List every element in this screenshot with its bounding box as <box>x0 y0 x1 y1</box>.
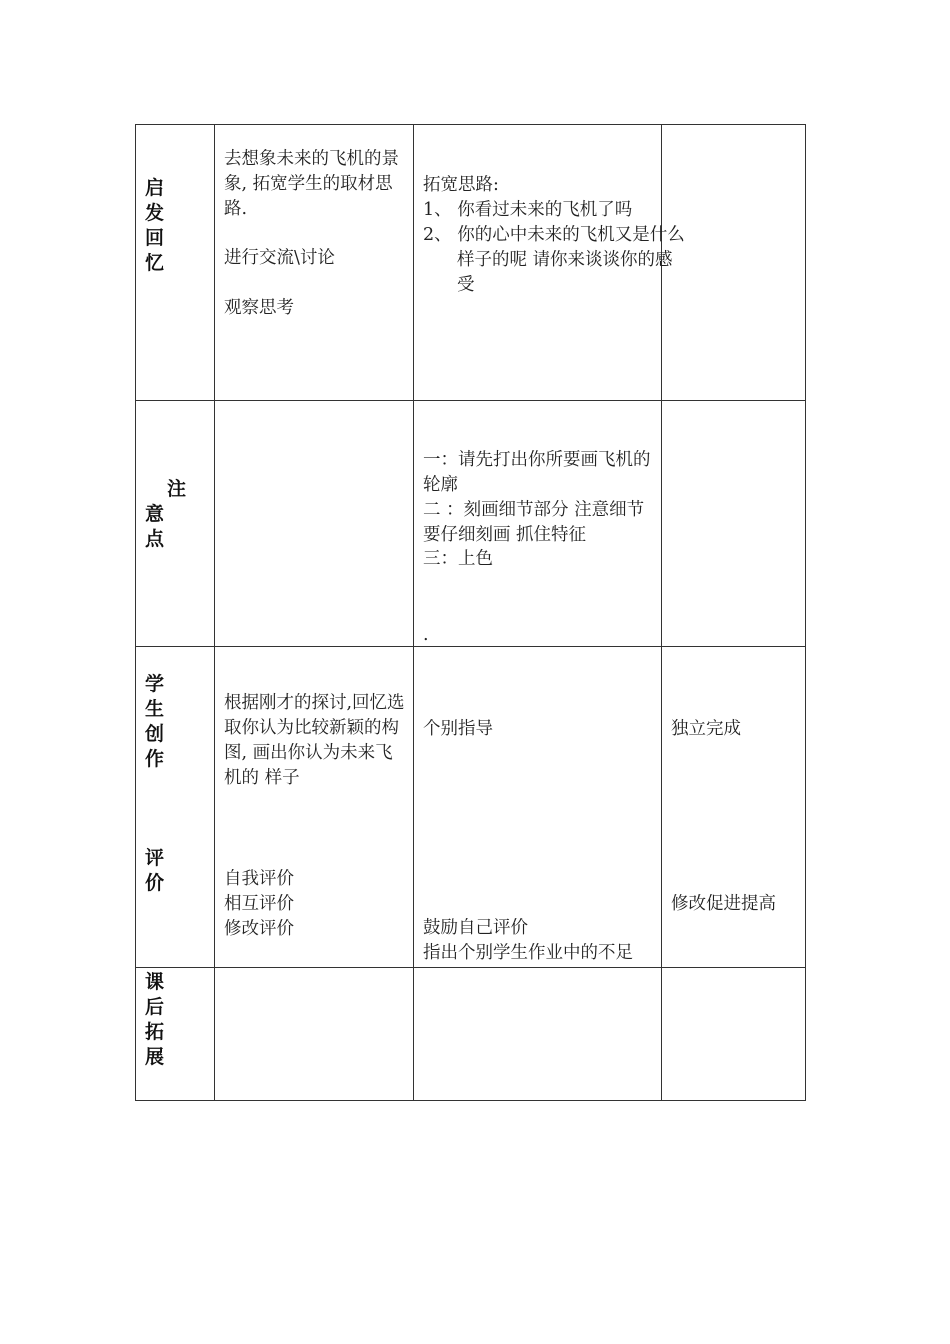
purpose-text: 独立完成 <box>671 719 741 739</box>
stage-char: 点 <box>145 528 165 550</box>
student-activity-cell <box>215 647 414 968</box>
table-row <box>136 125 806 401</box>
table-row <box>136 647 806 968</box>
student-activity-text: 去想象未来的飞机的景象, 拓宽学生的取材思路. <box>224 149 399 219</box>
teacher-eval-item: 鼓励自己评价 <box>423 918 528 938</box>
teacher-activity-cell <box>414 401 662 647</box>
teacher-guide: 个别指导 <box>423 719 493 739</box>
teacher-step: 一：请先打出你所要画飞机的轮廓 <box>423 450 651 495</box>
student-activity-text: 观察思考 <box>224 298 294 318</box>
student-eval-item: 自我评价 <box>224 869 294 889</box>
student-eval-item: 修改评价 <box>224 919 294 939</box>
purpose-cell <box>662 647 806 968</box>
stage-cell <box>136 401 215 647</box>
teacher-heading: 拓宽思路: <box>423 175 499 195</box>
stage-label <box>145 176 164 276</box>
teacher-eval-list <box>423 916 661 966</box>
stage-char: 发 <box>145 202 165 224</box>
purpose-text: 修改促进提高 <box>671 894 776 914</box>
stage-char: 后 <box>145 996 165 1018</box>
lesson-plan-table <box>135 124 806 1101</box>
purpose-cell <box>662 968 806 1101</box>
stage-char: 价 <box>145 872 165 894</box>
stage-char: 意 <box>145 503 165 525</box>
stage-char: 创 <box>145 723 165 745</box>
stage-label <box>145 846 164 896</box>
stage-char: 作 <box>145 748 165 770</box>
student-activity-cell <box>215 125 414 401</box>
teacher-eval-item: 指出个别学生作业中的不足 <box>423 943 633 963</box>
teacher-item: 2、 你的心中未来的飞机又是什么样子的呢 请你来谈谈你的感受 <box>423 225 685 295</box>
stage-label <box>145 672 164 772</box>
student-activity-text: 根据刚才的探讨,回忆选取你认为比较新颖的构图, 画出你认为未来飞机的 样子 <box>224 693 405 788</box>
teacher-step: 二 ：刻画细节部分 注意细节要仔细刻画 抓住特征 <box>423 500 645 545</box>
student-activity-cell <box>215 401 414 647</box>
stage-label <box>145 502 164 552</box>
student-eval-item: 相互评价 <box>224 894 294 914</box>
stage-char: 拓 <box>145 1021 165 1043</box>
teacher-step: . <box>423 625 429 645</box>
stage-cell <box>136 647 215 968</box>
stage-char: 生 <box>145 698 165 720</box>
stage-char: 评 <box>145 847 165 869</box>
stage-label <box>167 477 186 502</box>
stage-char: 回 <box>145 227 165 249</box>
teacher-activity-cell <box>414 968 662 1101</box>
stage-char: 课 <box>145 971 165 993</box>
stage-cell <box>136 968 215 1101</box>
table-row <box>136 401 806 647</box>
teacher-step: 三：上色 <box>423 549 493 569</box>
stage-char: 展 <box>145 1046 165 1068</box>
stage-label <box>145 970 164 1070</box>
teacher-activity-cell <box>414 125 685 401</box>
teacher-activity-cell <box>414 647 662 968</box>
stage-char: 启 <box>145 177 165 199</box>
teacher-item: 1、 你看过未来的飞机了吗 <box>423 200 633 220</box>
student-activity-cell <box>215 968 414 1101</box>
purpose-cell <box>662 401 806 647</box>
stage-char: 学 <box>145 673 165 695</box>
stage-char: 忆 <box>145 252 165 274</box>
purpose-cell <box>662 125 806 401</box>
student-eval-list <box>224 867 408 942</box>
stage-char: 注 <box>167 478 187 500</box>
table-row <box>136 968 806 1101</box>
stage-cell <box>136 125 215 401</box>
student-activity-text: 进行交流\讨论 <box>224 248 335 268</box>
